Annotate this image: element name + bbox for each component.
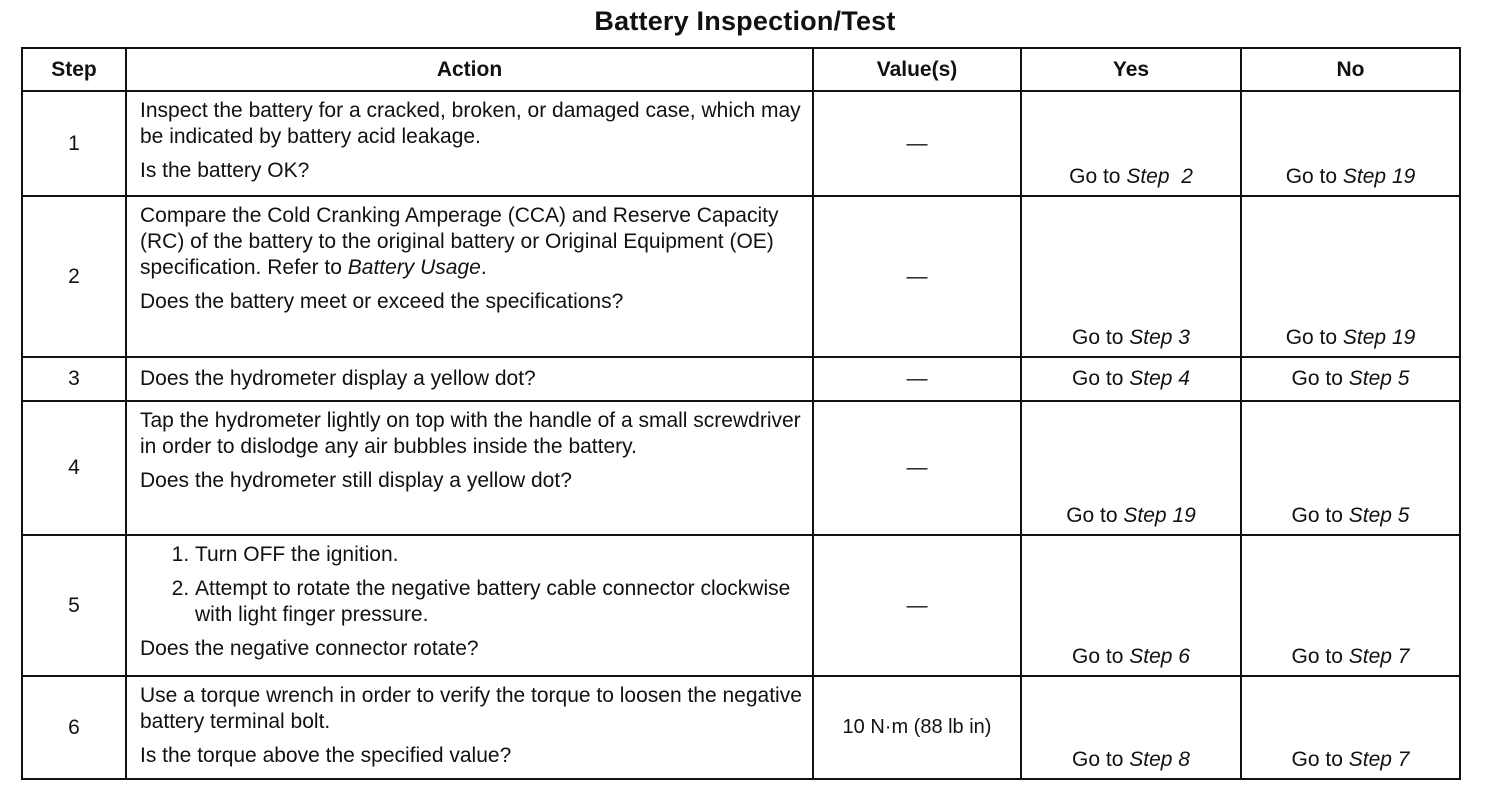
table-row (22, 357, 1460, 401)
go-to-label: Go to (1066, 504, 1118, 527)
go-to-label: Go to (1072, 645, 1124, 668)
go-to-label: Go to (1291, 367, 1343, 390)
yes-target: Step 8 (1129, 748, 1190, 771)
list-item: 1. Turn OFF the ignition. (195, 542, 804, 568)
value-cell: — (813, 196, 1021, 357)
action-text: Tap the hydrometer lightly on top with the handle of a small screwdriver in order to dislodge any air bubbles inside the battery. (140, 409, 801, 458)
go-to-label: Go to (1069, 165, 1121, 188)
go-to-label: Go to (1291, 748, 1343, 771)
action-question: Does the negative connector rotate? (140, 637, 479, 660)
no-cell (1241, 535, 1460, 676)
value-cell: — (813, 357, 1021, 401)
yes-cell (1021, 535, 1241, 676)
no-target: Step 19 (1342, 165, 1416, 188)
yes-target: Step 4 (1129, 367, 1190, 390)
go-to-label: Go to (1072, 326, 1124, 349)
inspection-table (21, 47, 1461, 780)
action-text (140, 203, 804, 281)
no-target: Step 5 (1348, 367, 1410, 390)
step-number: 5 (22, 535, 126, 676)
action-text-main: Compare the Cold Cranking Amperage (CCA) and Reserve Capacity (RC) of the battery to the original battery or Original Equipment (OE) specification. Refer to (140, 204, 779, 279)
step-number: 1 (22, 91, 126, 196)
go-to-label: Go to (1291, 504, 1343, 527)
action-text: Inspect the battery for a cracked, broken, or damaged case, which may be indicated by battery acid leakage. (140, 99, 801, 148)
step-number: 6 (22, 676, 126, 779)
action-cell (126, 676, 813, 779)
yes-target: Step 6 (1129, 645, 1190, 668)
action-cell (126, 196, 813, 357)
action-question: Is the torque above the specified value? (140, 744, 512, 767)
no-target: Step 7 (1348, 645, 1410, 668)
yes-cell (1021, 401, 1241, 535)
action-text: Use a torque wrench in order to verify the torque to loosen the negative battery terminal bolt. (140, 684, 802, 733)
no-cell (1241, 401, 1460, 535)
table-row (22, 676, 1460, 779)
table-row (22, 91, 1460, 196)
go-to-label: Go to (1072, 748, 1124, 771)
yes-cell (1021, 676, 1241, 779)
table-row (22, 535, 1460, 676)
value-cell: — (813, 401, 1021, 535)
value-cell: 10 N·m (88 lb in) (813, 676, 1021, 779)
list-item: 2. Attempt to rotate the negative battery cable connector clockwise with light finger pressure. (195, 576, 804, 628)
header-value: Value(s) (813, 48, 1021, 91)
yes-target: Step 3 (1129, 326, 1190, 349)
no-cell (1241, 676, 1460, 779)
action-question: Is the battery OK? (140, 159, 310, 182)
yes-cell (1021, 91, 1241, 196)
action-cell (126, 91, 813, 196)
value-cell: — (813, 91, 1021, 196)
value-cell: — (813, 535, 1021, 676)
go-to-label: Go to (1291, 645, 1343, 668)
yes-target: Step 19 (1123, 504, 1196, 527)
step-number: 2 (22, 196, 126, 357)
step-number: 3 (22, 357, 126, 401)
action-reference-suffix: . (480, 256, 487, 279)
action-cell (126, 401, 813, 535)
action-question: Does the hydrometer display a yellow dot? (140, 367, 536, 390)
page-title: Battery Inspection/Test (594, 6, 896, 36)
no-target: Step 5 (1348, 504, 1410, 527)
step-number: 4 (22, 401, 126, 535)
action-question: Does the hydrometer still display a yellow dot? (140, 469, 572, 492)
no-target: Step 19 (1342, 326, 1416, 349)
table-row (22, 196, 1460, 357)
action-cell (126, 357, 813, 401)
no-cell (1241, 196, 1460, 357)
go-to-label: Go to (1285, 326, 1338, 349)
yes-cell (1021, 196, 1241, 357)
header-no: No (1241, 48, 1460, 91)
header-row (22, 48, 1460, 91)
action-reference: Battery Usage (347, 256, 481, 279)
header-action: Action (126, 48, 813, 91)
header-yes: Yes (1021, 48, 1241, 91)
no-cell (1241, 91, 1460, 196)
table-row (22, 401, 1460, 535)
go-to-label: Go to (1285, 165, 1338, 188)
no-cell (1241, 357, 1460, 401)
action-question: Does the battery meet or exceed the specifications? (140, 290, 624, 313)
yes-cell (1021, 357, 1241, 401)
action-list (140, 542, 804, 628)
no-target: Step 7 (1348, 748, 1410, 771)
action-cell (126, 535, 813, 676)
header-step: Step (22, 48, 126, 91)
yes-target: Step 2 (1126, 165, 1193, 188)
go-to-label: Go to (1072, 367, 1124, 390)
